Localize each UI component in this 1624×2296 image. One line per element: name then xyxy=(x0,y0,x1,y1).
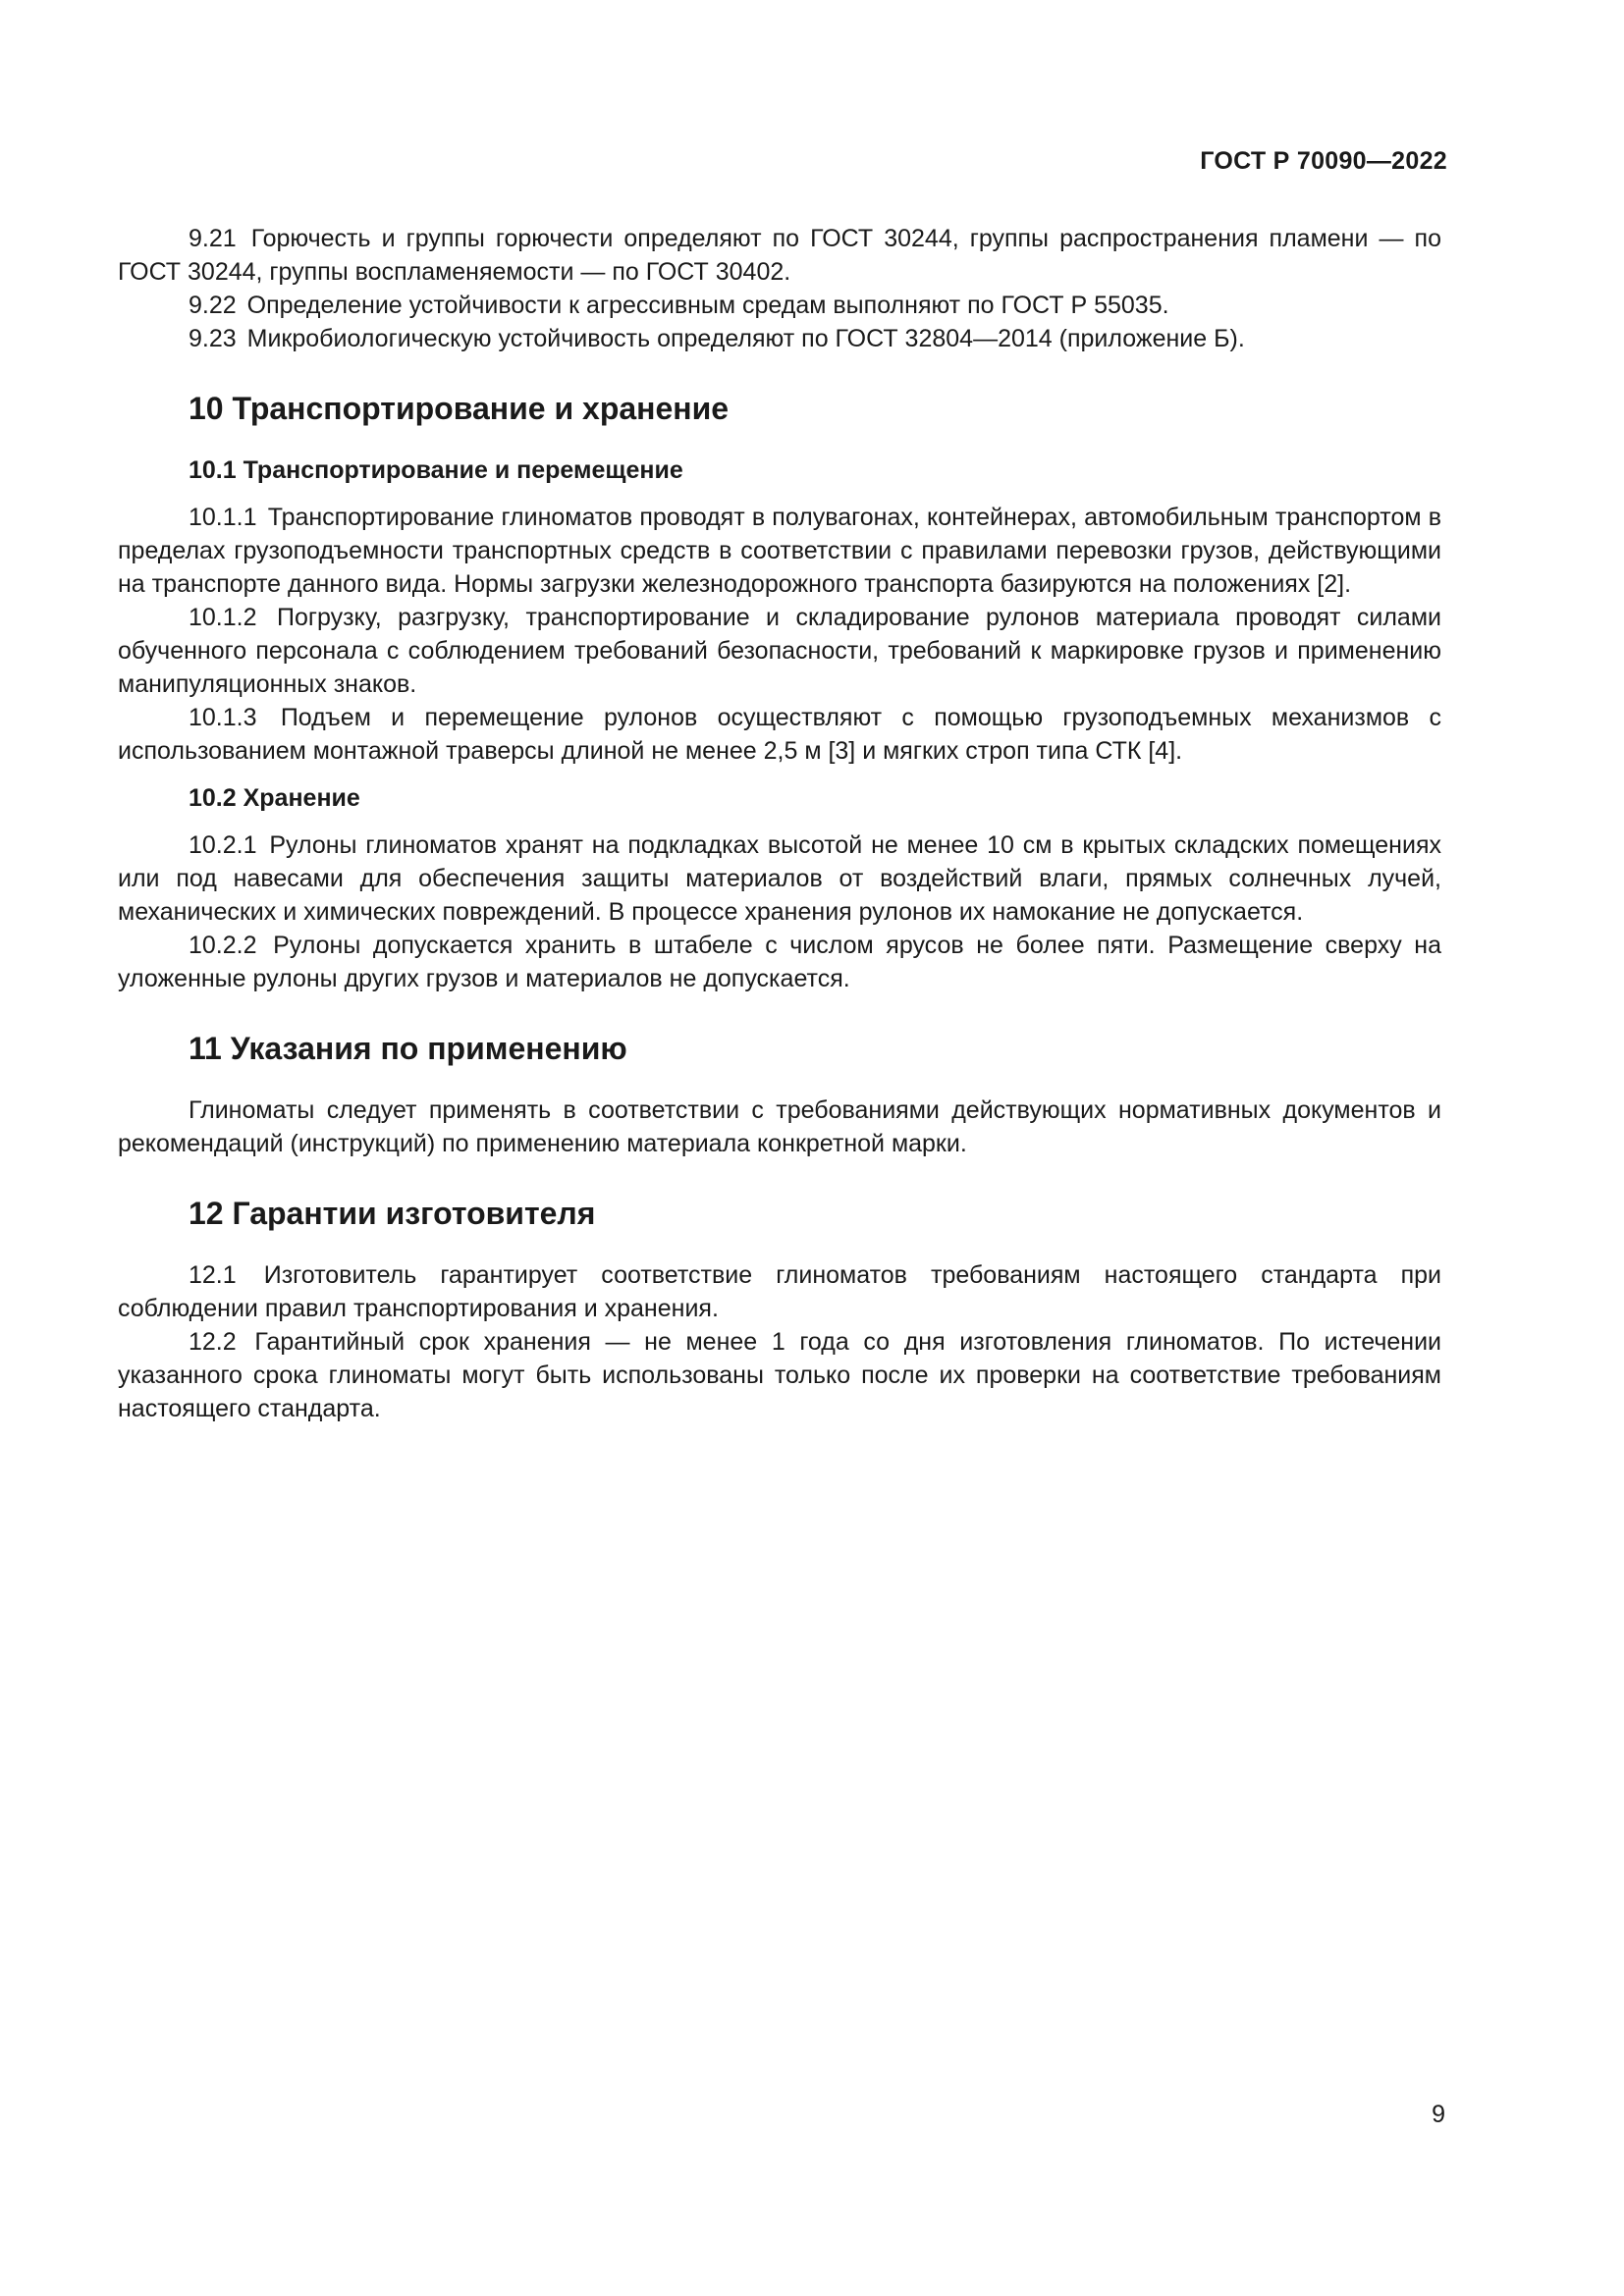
clause-text: Горючесть и группы горючести определяют по ГОСТ 30244, группы распространения пламени — по ГОСТ 30244, группы воспламеняемости — по ГОСТ 30402. xyxy=(118,225,1441,286)
clause-10-2-2 xyxy=(118,929,1441,995)
clause-text: Гарантийный срок хранения — не менее 1 года со дня изготовления глиноматов. По истечении указанного срока глиноматы могут быть использованы только после их проверки на соответствие требованиям настоящего стандарта. xyxy=(118,1328,1442,1422)
clause-10-1-1 xyxy=(118,501,1441,601)
clause-10-2-1 xyxy=(118,828,1441,929)
clause-text: Подъем и перемещение рулонов осуществляют с помощью грузоподъемных механизмов с использованием монтажной траверсы длиной не менее 2,5 м [3] и мягких строп типа СТК [4]. xyxy=(118,704,1441,765)
section-12-title: 12 Гарантии изготовителя xyxy=(189,1196,596,1231)
clause-9-21 xyxy=(118,222,1441,289)
document-body xyxy=(118,222,1441,1425)
document-header: ГОСТ Р 70090—2022 xyxy=(1200,147,1447,175)
section-10-title: 10 Транспортирование и хранение xyxy=(189,391,730,426)
subsection-10-1-title: 10.1 Транспортирование и перемещение xyxy=(189,456,683,484)
clause-10-1-3 xyxy=(118,701,1441,768)
clause-text: Рулоны глиноматов хранят на подкладках высотой не менее 10 см в крытых складских помещениях или под навесами для обеспечения защиты материалов от воздействий влаги, прямых солнечных лучей, механических и химических повреждений. В процессе хранения рулонов их намокание не допускается. xyxy=(118,831,1441,926)
clause-text: Транспортирование глиноматов проводят в полувагонах, контейнерах, автомобильным транспортом в пределах грузоподъемности транспортных средств в соответствии с правилами перевозки грузов, действующими на транспорте данного вида. Нормы загрузки железнодорожного транспорта базируются на положениях [2]. xyxy=(118,504,1441,598)
clause-9-22 xyxy=(118,289,1441,322)
clause-number: 9.21 xyxy=(189,225,237,252)
clause-text: Микробиологическую устойчивость определяют по ГОСТ 32804—2014 (приложение Б). xyxy=(246,325,1245,352)
clause-10-1-2 xyxy=(118,601,1441,701)
clause-12-1 xyxy=(118,1258,1441,1325)
subsection-10-2-title: 10.2 Хранение xyxy=(189,784,360,812)
clause-text: Рулоны допускается хранить в штабеле с числом ярусов не более пяти. Размещение сверху на уложенные рулоны других грузов и материалов не допускается. xyxy=(118,932,1441,992)
clause-text: Погрузку, разгрузку, транспортирование и складирование рулонов материала проводят силами обученного персонала с соблюдением требований безопасности, требований к маркировке грузов и применению манипуляционных знаков. xyxy=(118,604,1441,698)
section-11-text: Глиноматы следует применять в соответствии с требованиями действующих нормативных документов и рекомендаций (инструкций) по применению материала конкретной марки. xyxy=(118,1096,1441,1157)
page-number: 9 xyxy=(1432,2101,1445,2128)
clause-12-2 xyxy=(118,1325,1441,1425)
clause-number: 10.2.1 xyxy=(189,831,257,859)
clause-number: 10.1.2 xyxy=(189,604,257,631)
clause-number: 12.2 xyxy=(189,1328,237,1356)
clause-number: 9.22 xyxy=(189,292,237,319)
clause-number: 12.1 xyxy=(189,1261,237,1289)
clause-number: 10.1.3 xyxy=(189,704,257,731)
section-11-title: 11 Указания по применению xyxy=(189,1031,627,1066)
clause-number: 10.2.2 xyxy=(189,932,257,959)
clause-number: 10.1.1 xyxy=(189,504,257,531)
clause-number: 9.23 xyxy=(189,325,237,352)
clause-9-23 xyxy=(118,322,1441,355)
clause-text: Изготовитель гарантирует соответствие глиноматов требованиям настоящего стандарта при соблюдении правил транспортирования и хранения. xyxy=(118,1261,1441,1322)
clause-text: Определение устойчивости к агрессивным средам выполняют по ГОСТ Р 55035. xyxy=(246,292,1169,319)
